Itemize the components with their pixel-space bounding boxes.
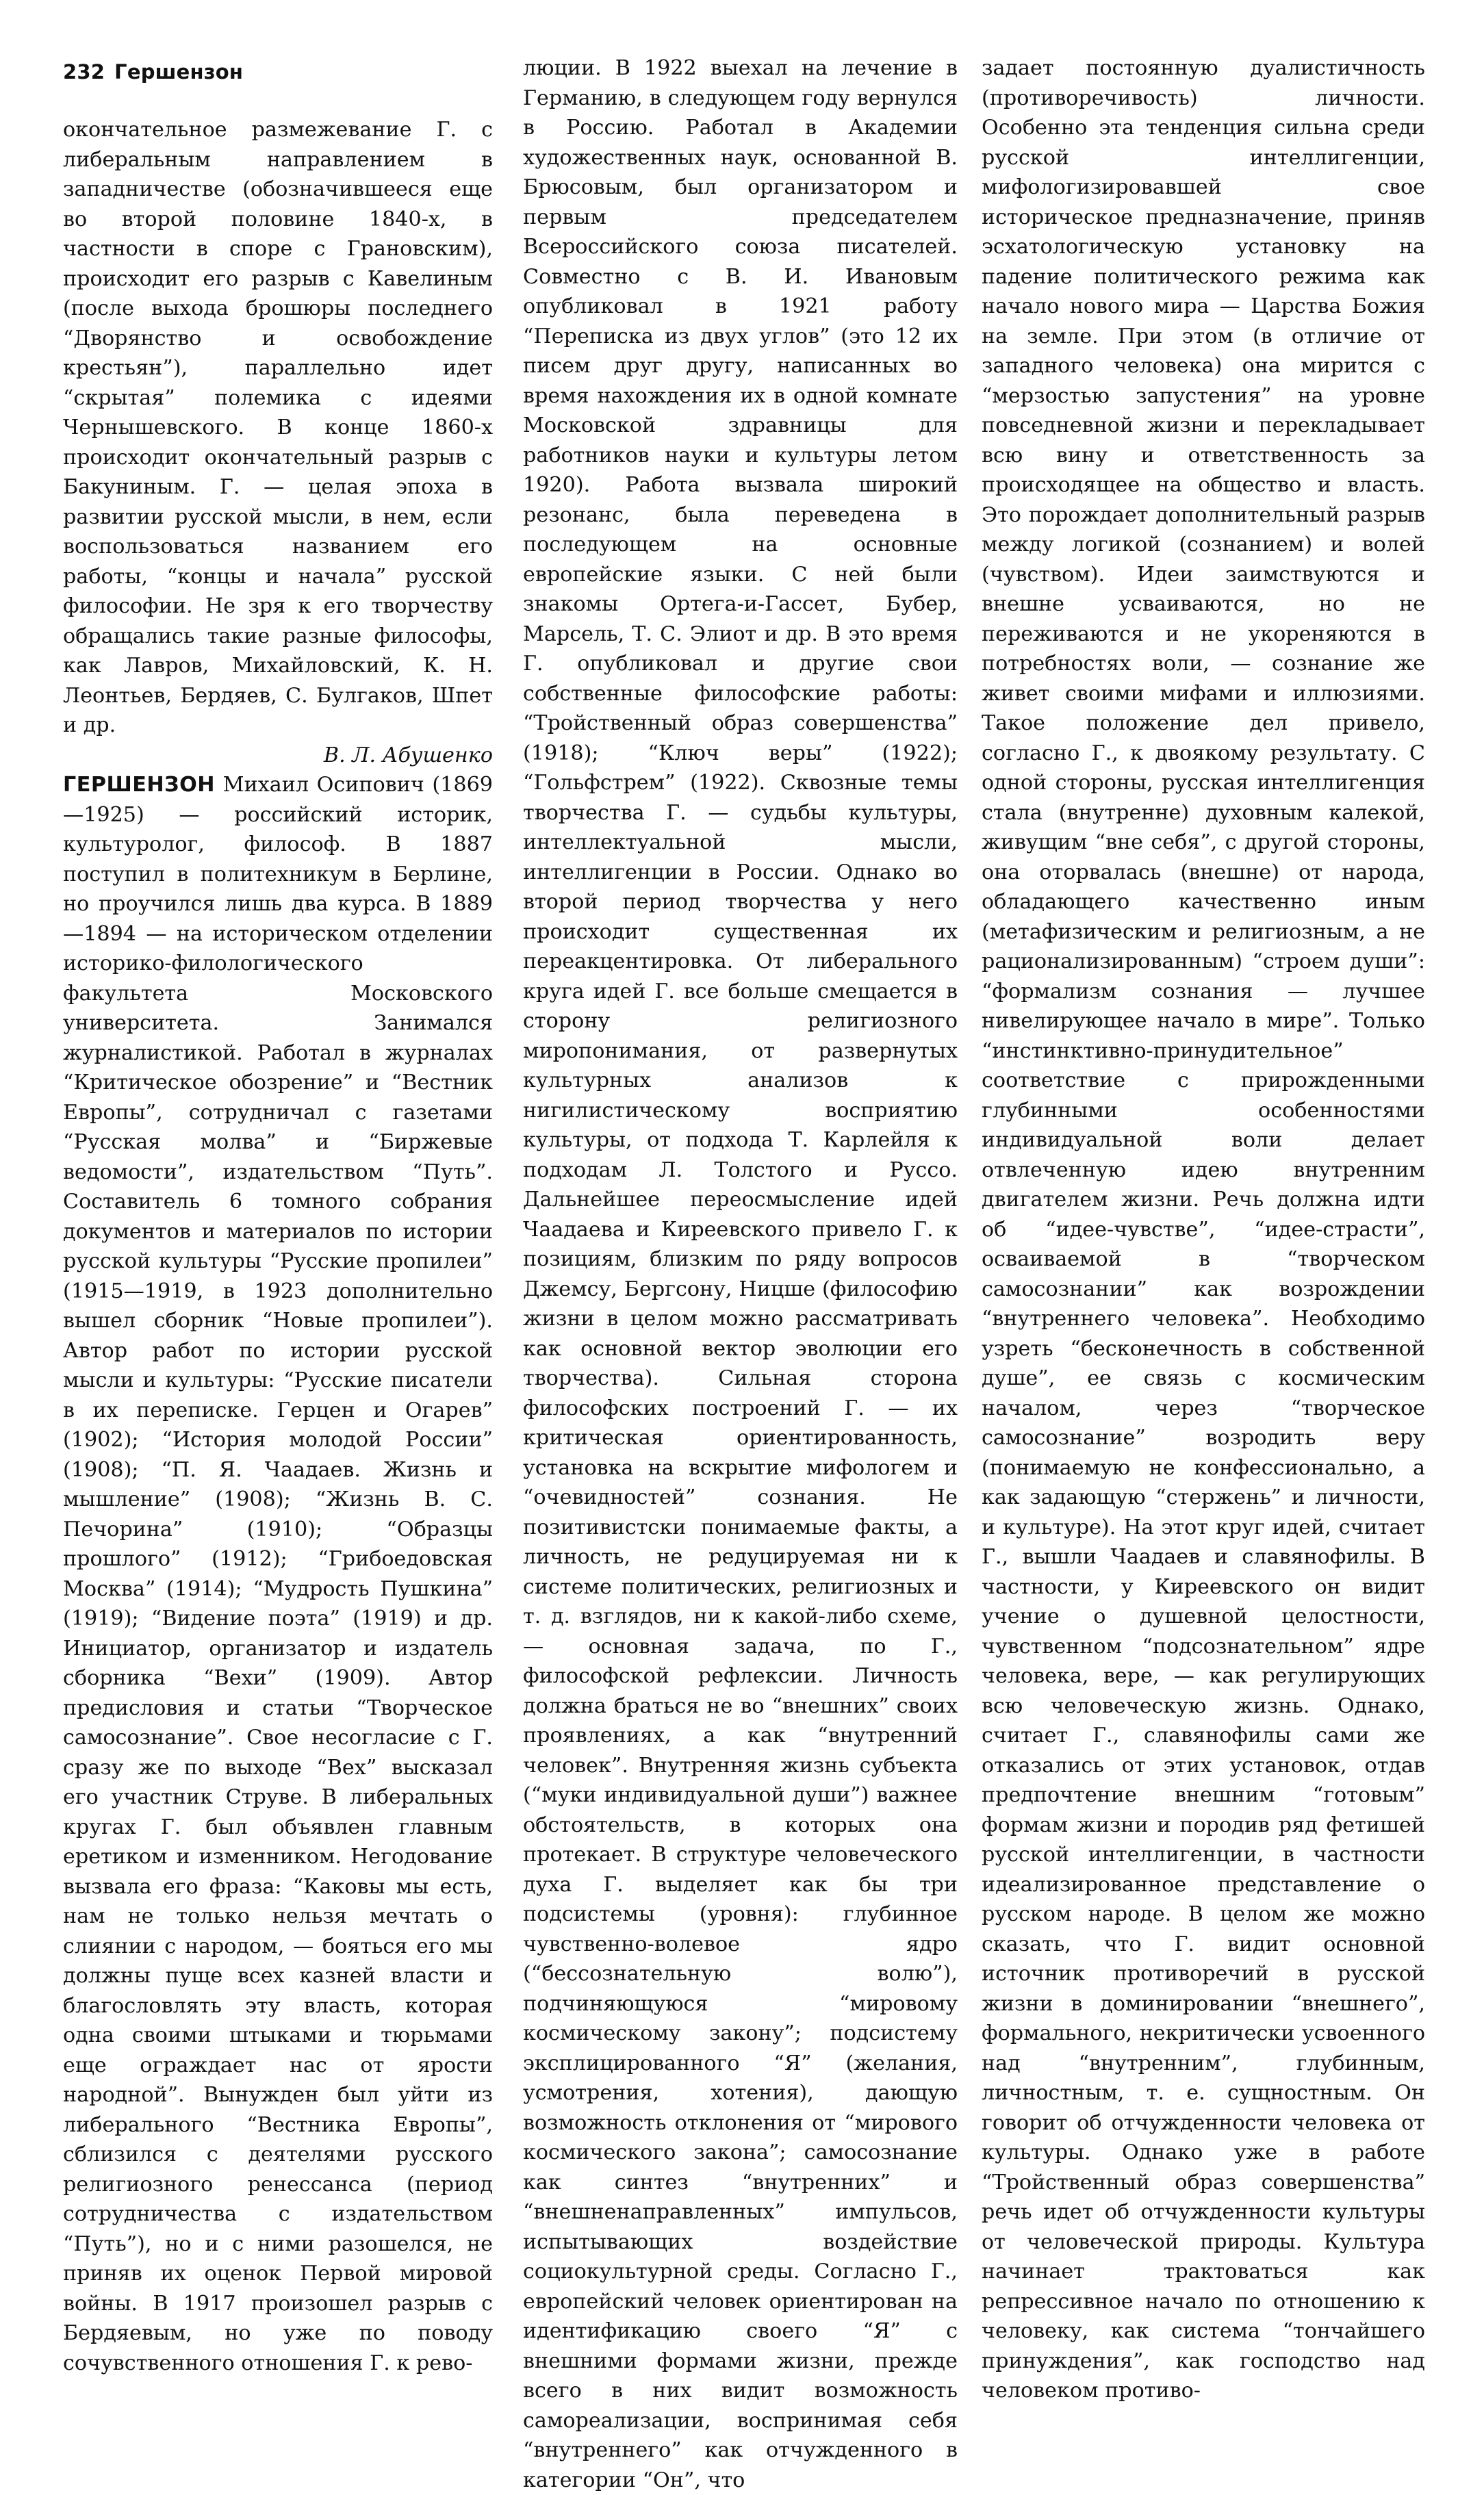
entry-gershenzon [63,770,493,2378]
entry-headword: ГЕРШЕНЗОН [63,773,216,797]
entry-body-continued: люции. В 1922 выехал на лечение в Германию, в следующем году вернулся в Россию. Работал в Академии художественных наук, основанной В. Брюсовым, был организатором и первым председателем Всероссийского союза писателей. Совместно с В. И. Ивановым опубликовал в 1921 работу “Переписка из двух углов” (это 12 их писем друг другу, написанных во время нахождения их в одной комнате Московской здравницы для работников науки и культуры летом 1920). Работа вызвала широкий резонанс, была переведена в последующем на основные европейские языки. С ней были знакомы Ортега-и-Гассет, Бубер, Марсель, Т. С. Элиот и др. В это время Г. опубликовал и другие свои собственные философские работы: “Тройственный образ совершенства” (1918); “Ключ веры” (1922); “Гольфстрем” (1922). Сквозные темы творчества Г. — судьбы культуры, интеллектуальной мысли, интеллигенции в России. Однако во второй период творчества у него происходит существенная их переакцентировка. От либерального круга идей Г. все больше смещается в сторону религиозного миропонимания, от развернутых культурных анализов к нигилистическому восприятию культуры, от подхода Т. Карлейля к подходам Л. Толстого и Руссо. Дальнейшее переосмысление идей Чаадаева и Киреевского привело Г. к позициям, близким по ряду вопросов Джемсу, Бергсону, Ницше (философию жизни в целом можно рассматривать как основной вектор эволюции его творчества). Сильная сторона философских построений Г. — их критическая ориентированность, установка на вскрытие мифологем и “очевидностей” сознания. Не позитивистски понимаемые факты, а личность, не редуцируемая ни к системе политических, религиозных и т. д. взглядов, ни к какой-либо схеме, — основная задача, по Г., философской рефлексии. Личность должна браться не во “внешних” своих проявлениях, а как “внутренний человек”. Внутренняя жизнь субъекта (“муки индивидуальной души”) важнее обстоятельств, в которых она протекает. В структуре человеческого духа Г. выделяет как бы три подсистемы (уровня): глубинное чувственно-волевое ядро (“бессознательную волю”), подчиняющуюся “мировому космическому закону”; подсистему эксплицированного “Я” (желания, усмотрения, хотения), дающую возможность отклонения от “мирового космического закона”; самосознание как синтез “внутренних” и “внешненаправленных” импульсов, испытывающих воздействие социокультурной среды. Согласно Г., европейский человек ориентирован на идентификацию своего “Я” с внешними формами жизни, прежде всего в них видит возможность самореализации, воспринимая себя “внутреннего” как отчужденного в категории “Он”, что [523,56,958,2492]
previous-entry-continuation: окончательное размежевание Г. с либеральным направлением в западничестве (обозначившееся еще во второй половине 1840-х, в частности в споре с Грановским), происходит его разрыв с Кавелиным (после выхода брошюры последнего “Дворянство и освобождение крестьян”), параллельно идет “скрытая” полемика с идеями Чернышевского. В конце 1860-х происходит окончательный разрыв с Бакуниным. Г. — целая эпоха в развитии русской мысли, в нем, если воспользоваться названием его работы, “концы и начала” русской философии. Не зря к его творчеству обращались такие разные философы, как Лавров, Михайловский, К. Н. Леонтьев, Бердяев, С. Булгаков, Шпет и др. [63,118,493,737]
text-column-3 [982,53,1425,2403]
entry-body-continued-2: задает постоянную дуалистичность (противоречивость) личности. Особенно эта тенденция сильна среди русской интеллигенции, мифологизировавшей свое историческое предназначение, приняв эсхатологическую установку на падение политического режима как начало нового мира — Царства Божия на земле. При этом (в отличие от западного человека) она мирится с “мерзостью запустения” на уровне повседневной жизни и перекладывает всю вину и ответственность за происходящее на общество и власть. Это порождает дополнительный разрыв между логикой (сознанием) и волей (чувством). Идеи заимствуются и внешне усваиваются, но не переживаются и не укореняются в потребностях воли, — сознание же живет своими мифами и иллюзиями. Такое положение дел привело, согласно Г., к двоякому результату. С одной стороны, русская интеллигенция стала (внутренне) духовным калекой, живущим “вне себя”, с другой стороны, она оторвалась (внешне) от народа, обладающего качественно иным (метафизическим и религиозным, а не рационализированным) “строем души”: “формализм сознания — лучшее нивелирующее начало в мире”. Только “инстинктивно-принудительное” соответствие с прирожденными глубинными особенностями индивидуальной воли делает отвлеченную идею внутренним двигателем жизни. Речь должна идти об “идее-чувстве”, “идее-страсти”, осваиваемой в “творческом самосознании” как возрождении “внутреннего человека”. Необходимо узреть “бесконечность в собственной душе”, ее связь с космическим началом, через “творческое самосознание” возродить веру (понимаемую не конфессионально, а как задающую “стержень” и личности, и культуре). На этот круг идей, считает Г., вышли Чаадаев и славянофилы. В частности, у Киреевского он видит учение о душевной целостности, чувственном “подсознательном” ядре человека, вере, — как регулирующих всю человеческую жизнь. Однако, считает Г., славянофилы сами же отказались от этих установок, отдав предпочтение внешним “готовым” формам жизни и породив ряд фетишей русской интеллигенции, в частности идеализированное представление о русском народе. В целом же можно сказать, что Г. видит основной источник противоречий в русской жизни в доминировании “внешнего”, формального, некритически усвоенного над “внутренним”, глубинным, личностным, т. е. сущностным. Он говорит об отчужденности человека от культуры. Однако уже в работе “Тройственный образ совершенства” речь идет об отчужденности культуры от человеческой природы. Культура начинает трактоваться как репрессивное начало по отношению к человеку, как система “тончайшего принуждения”, как господство над человеком противо- [982,56,1425,2403]
text-column-1 [63,115,493,2375]
page-number: 232 [63,60,105,84]
article-author: В. Л. Абушенко [323,743,493,767]
entry-body-start: Михаил Осипович (1869—1925) — российский историк, культуролог, философ. В 1887 поступил в политехникум в Берлине, но проучился лишь два курса. В 1889—1894 — на историческом отделении историко-филологического факультета Московского университета. Занимался журналистикой. Работал в журналах “Критическое обозрение” и “Вестник Европы”, сотрудничал с газетами “Русская молва” и “Биржевые ведомости”, издательством “Путь”. Составитель 6 томного собрания документов и материалов по истории русской культуры “Русские пропилеи” (1915—1919, в 1923 дополнительно вышел сборник “Новые пропилеи”). Автор работ по истории русской мысли и культуры: “Русские писатели в их переписке. Герцен и Огарев” (1902); “История молодой России” (1908); “П. Я. Чаадаев. Жизнь и мышление” (1908); “Жизнь В. С. Печорина” (1910); “Образцы прошлого” (1912); “Грибоедовская Москва” (1914); “Мудрость Пушкина” (1919); “Видение поэта” (1919) и др. Инициатор, организатор и издатель сборника “Вехи” (1909). Автор предисловия и статьи “Творческое самосознание”. Свое несогласие с Г. сразу же по выходе “Вех” высказал его участник Струве. В либеральных кругах Г. был объявлен главным еретиком и изменником. Негодование вызвала его фраза: “Каковы мы есть, нам не только нельзя мечтать о слиянии с народом, — бояться его мы должны пуще всех казней власти и благословлять эту власть, которая одна своими штыками и тюрьмами еще ограждает нас от ярости народной”. Вынужден был уйти из либерального “Вестника Европы”, сблизился с деятелями русского религиозного ренессанса (период сотрудничества с издательством “Путь”), но и с ними разошелся, не приняв их оценок Первой мировой войны. В 1917 произошел разрыв с Бердяевым, но уже по поводу сочувственного отношения Г. к рево- [63,773,493,2375]
text-column-2 [523,53,958,2492]
running-head [63,60,243,84]
running-head-title: Гершензон [114,60,244,84]
